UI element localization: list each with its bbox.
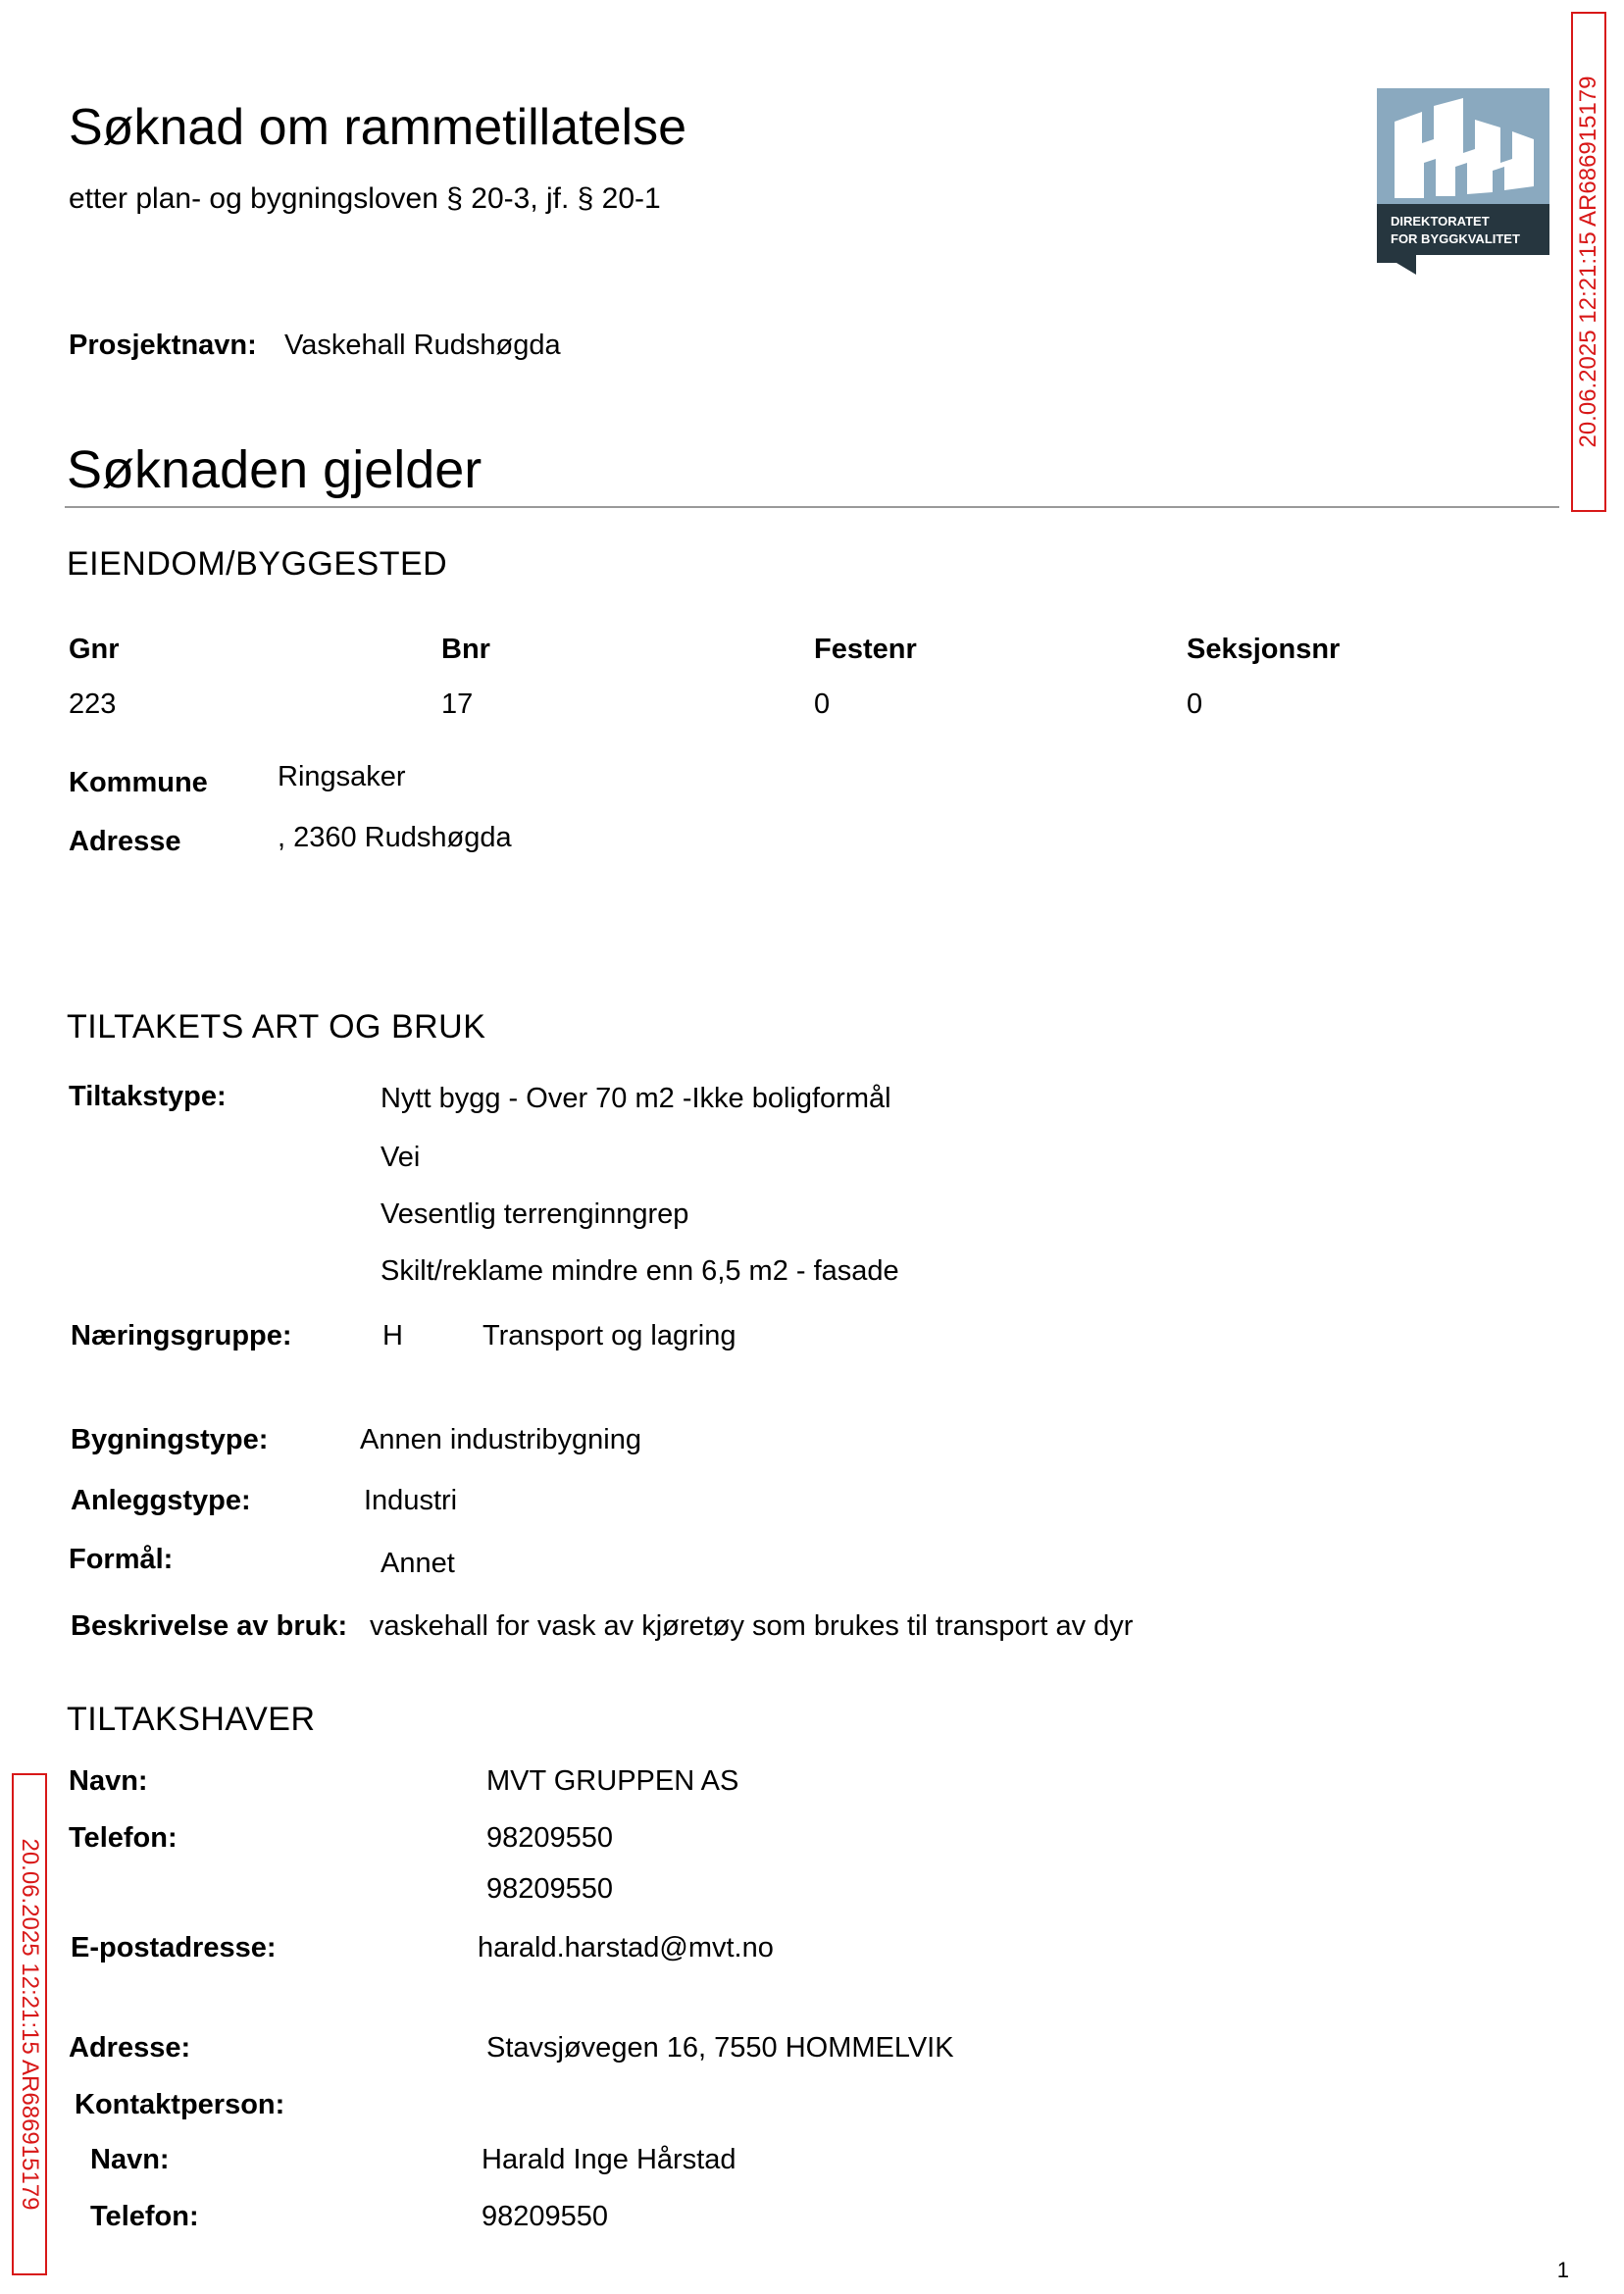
beskrivelse-value: vaskehall for vask av kjøretøy som brukes til transport av dyr <box>370 1610 1134 1642</box>
contact-name-value: Harald Inge Hårstad <box>482 2144 736 2175</box>
page-number: 1 <box>1556 2258 1569 2282</box>
tiltakstype-item: Skilt/reklame mindre enn 6,5 m2 - fasade <box>381 1255 899 1287</box>
formaal-label: Formål: <box>69 1544 174 1575</box>
tiltakstype-item: Vei <box>381 1142 421 1173</box>
logo-line-2: FOR BYGGKVALITET <box>1391 231 1520 246</box>
tiltakstype-label: Tiltakstype: <box>69 1081 227 1112</box>
naeringsgruppe-value: Transport og lagring <box>482 1320 736 1351</box>
project-name-label: Prosjektnavn: <box>69 330 257 361</box>
seksjonsnr-value: 0 <box>1187 688 1203 720</box>
adresse-label: Adresse <box>69 826 181 857</box>
adresse-value: , 2360 Rudshøgda <box>278 822 512 853</box>
owner-name-label: Navn: <box>69 1765 148 1797</box>
anleggstype-label: Anleggstype: <box>71 1485 251 1516</box>
formaal-value: Annet <box>381 1548 455 1579</box>
seksjonsnr-label: Seksjonsnr <box>1187 634 1341 665</box>
timestamp-stamp-right <box>1571 12 1606 512</box>
stamp-text-right: 20.06.2025 12:21:15 AR686915179 <box>1575 76 1601 448</box>
contact-name-label: Navn: <box>90 2144 170 2175</box>
bygningstype-value: Annen industribygning <box>360 1424 641 1455</box>
owner-phone-value: 98209550 <box>486 1822 614 1854</box>
heading-divider <box>65 506 1559 508</box>
contact-person-label: Kontaktperson: <box>75 2089 285 2120</box>
directorate-logo <box>1377 88 1549 275</box>
naeringsgruppe-label: Næringsgruppe: <box>71 1320 292 1351</box>
anleggstype-value: Industri <box>364 1485 458 1516</box>
tiltakstype-item: Nytt bygg - Over 70 m2 -Ikke boligformål <box>381 1083 891 1114</box>
logo-line-1: DIREKTORATET <box>1391 214 1490 229</box>
contact-phone-label: Telefon: <box>90 2201 199 2232</box>
page-subtitle: etter plan- og bygningsloven § 20-3, jf. § 20-1 <box>69 182 661 215</box>
festenr-value: 0 <box>814 688 831 720</box>
owner-address-value: Stavsjøvegen 16, 7550 HOMMELVIK <box>486 2032 954 2064</box>
contact-phone-value: 98209550 <box>482 2201 609 2232</box>
owner-email-label: E-postadresse: <box>71 1932 277 1963</box>
owner-heading: TILTAKSHAVER <box>67 1701 316 1738</box>
festenr-label: Festenr <box>814 634 917 665</box>
project-name-value: Vaskehall Rudshøgda <box>284 330 561 361</box>
stamp-text-left: 20.06.2025 12:21:15 AR686915179 <box>17 1838 43 2211</box>
naeringsgruppe-code: H <box>382 1320 403 1351</box>
beskrivelse-label: Beskrivelse av bruk: <box>71 1610 348 1642</box>
owner-phone-label: Telefon: <box>69 1822 178 1854</box>
owner-name-value: MVT GRUPPEN AS <box>486 1765 739 1797</box>
kommune-label: Kommune <box>69 767 208 798</box>
gnr-label: Gnr <box>69 634 120 665</box>
bnr-value: 17 <box>441 688 474 720</box>
page-title: Søknad om rammetillatelse <box>69 99 686 156</box>
gnr-value: 223 <box>69 688 117 720</box>
tiltakstype-item: Vesentlig terrenginngrep <box>381 1198 689 1230</box>
owner-address-label: Adresse: <box>69 2032 191 2064</box>
bygningstype-label: Bygningstype: <box>71 1424 269 1455</box>
owner-email-value: harald.harstad@mvt.no <box>478 1932 774 1963</box>
owner-phone-value-2: 98209550 <box>486 1873 614 1905</box>
bnr-label: Bnr <box>441 634 490 665</box>
timestamp-stamp-left <box>12 1773 47 2275</box>
kommune-value: Ringsaker <box>278 761 406 792</box>
applies-heading: Søknaden gjelder <box>67 440 482 499</box>
property-heading: EIENDOM/BYGGESTED <box>67 545 448 583</box>
measure-heading: TILTAKETS ART OG BRUK <box>67 1008 486 1045</box>
